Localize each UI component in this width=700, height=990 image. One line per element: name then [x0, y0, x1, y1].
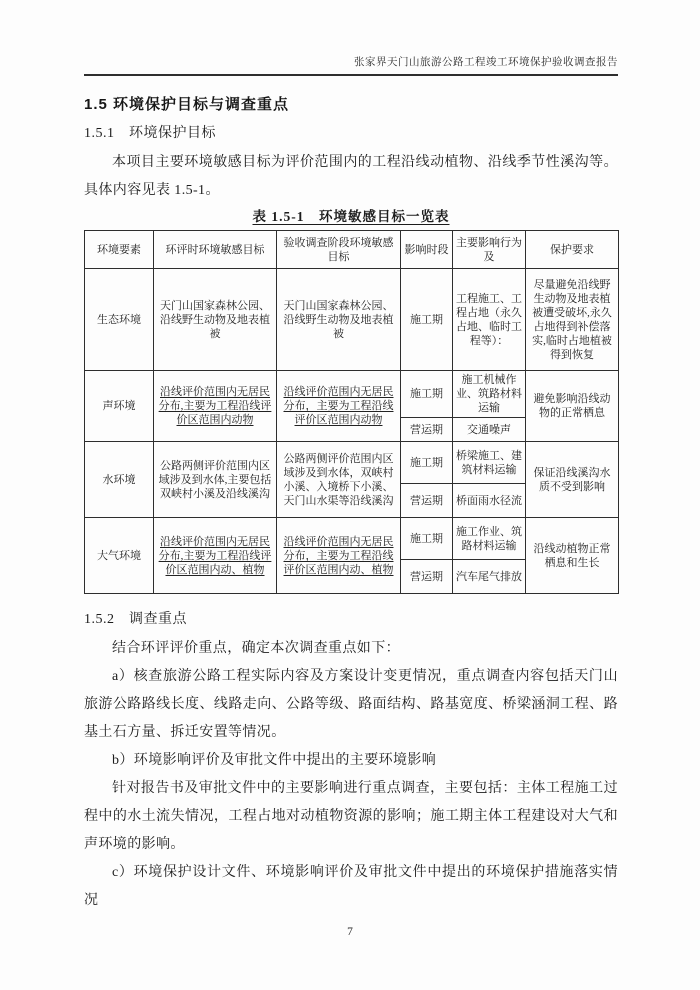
survey-focus-item-c: c）环境保护设计文件、环境影响评价及审批文件中提出的环境保护措施落实情况: [84, 865, 618, 908]
table-header-row: [85, 231, 619, 269]
cell-water-protection: 保证沿线溪沟水质不受到影响: [526, 442, 619, 518]
cell-water-period-operation: 营运期: [401, 484, 453, 518]
cell-noise-behavior-operation: 交通噪声: [453, 418, 526, 442]
cell-ecology-period: 施工期: [401, 269, 453, 371]
col-header-impact-period: 影响时段: [401, 231, 453, 269]
survey-focus-item-a: a）核查旅游公路工程实际内容及方案设计变更情况，重点调查内容包括天门山旅游公路路线长度、线路走向、公路等级、路面结构、路基宽度、桥梁涵洞工程、路基土石方量、拆迁安置等情况。: [84, 669, 618, 740]
cell-ecology-eia-target: 天门山国家森林公园、沿线野生动物及地表植被: [154, 269, 277, 371]
cell-water-acceptance-target: 公路两侧评价范围内区域涉及到水体，双峡村小溪、入境桥下小溪、天门山水渠等沿线溪沟: [277, 442, 401, 518]
col-header-impact-behavior: 主要影响行为及: [453, 231, 526, 269]
cell-noise-eia-target: 沿线评价范围内无居民分布,主要为工程沿线评价区范围内动物: [154, 371, 277, 442]
sensitive-targets-table: [84, 230, 619, 594]
cell-ecology-acceptance-target: 天门山国家森林公园、沿线野生动物及地表植被: [277, 269, 401, 371]
cell-air-eia-target: 沿线评价范围内无居民分布,主要为工程沿线评价区范围内动、植物: [154, 518, 277, 594]
section-1-5-2-intro: 结合环评评价重点，确定本次调查重点如下：: [112, 641, 400, 656]
col-header-environment-element: 环境要素: [85, 231, 154, 269]
cell-noise-behavior-construction: 施工机械作业、筑路材料运输: [453, 371, 526, 418]
cell-air-behavior-construction: 施工作业、筑路材料运输: [453, 518, 526, 560]
cell-ecology-protection: 尽量避免沿线野生动物及地表植被遭受破坏,永久占地得到补偿落实,临时占地植被得到恢复: [526, 269, 619, 371]
cell-ecology-element: 生态环境: [85, 269, 154, 371]
cell-air-element: 大气环境: [85, 518, 154, 594]
col-header-protection-requirement: 保护要求: [526, 231, 619, 269]
table-row-air-construction: [85, 518, 619, 560]
cell-air-protection: 沿线动植物正常栖息和生长: [526, 518, 619, 594]
running-header: 张家界天门山旅游公路工程竣工环境保护验收调查报告: [84, 56, 618, 76]
section-1-5-1-heading: 1.5.1 环境保护目标: [84, 126, 216, 141]
cell-ecology-behavior: 工程施工、工程占地（永久占地、临时工程等）：: [453, 269, 526, 371]
cell-water-element: 水环境: [85, 442, 154, 518]
cell-water-eia-target: 公路两侧评价范围内区域涉及到水体,主要包括双峡村小溪及沿线溪沟: [154, 442, 277, 518]
table-row-noise-construction: [85, 371, 619, 418]
cell-air-period-operation: 营运期: [401, 560, 453, 594]
cell-air-period-construction: 施工期: [401, 518, 453, 560]
section-1-5-2-heading: 1.5.2 调查重点: [84, 612, 187, 627]
table-row-ecology: [85, 269, 619, 371]
survey-focus-item-b-body: 针对报告书及审批文件中的主要影响进行重点调查，主要包括：主体工程施工过程中的水土流失情况，工程占地对动植物资源的影响；施工期主体工程建设对大气和声环境的影响。: [84, 781, 618, 852]
table-row-water-construction: [85, 442, 619, 484]
section-1-5-1-paragraph: 本项目主要环境敏感目标为评价范围内的工程沿线动植物、沿线季节性溪沟等。具体内容见表 1.5-1。: [84, 155, 618, 198]
cell-water-behavior-operation: 桥面雨水径流: [453, 484, 526, 518]
cell-noise-period-construction: 施工期: [401, 371, 453, 418]
survey-focus-item-b-heading: b）环境影响评价及审批文件中提出的主要环境影响: [112, 753, 437, 768]
cell-noise-acceptance-target: 沿线评价范围内无居民分布，主要为工程沿线评价区范围内动物: [277, 371, 401, 442]
table-caption: 表 1.5-1 环境敏感目标一览表: [252, 209, 450, 224]
col-header-acceptance-target: 验收调查阶段环境敏感目标: [277, 231, 401, 269]
cell-air-acceptance-target: 沿线评价范围内无居民分布，主要为工程沿线评价区范围内动、植物: [277, 518, 401, 594]
cell-noise-element: 声环境: [85, 371, 154, 442]
section-1-5-heading: 1.5 环境保护目标与调查重点: [84, 96, 290, 113]
page-footer: [0, 926, 700, 938]
cell-water-behavior-construction: 桥梁施工、建筑材料运输: [453, 442, 526, 484]
col-header-eia-target: 环评时环境敏感目标: [154, 231, 277, 269]
cell-noise-protection: 避免影响沿线动物的正常栖息: [526, 371, 619, 442]
cell-water-period-construction: 施工期: [401, 442, 453, 484]
page-number: 7: [347, 926, 353, 938]
cell-noise-period-operation: 营运期: [401, 418, 453, 442]
cell-air-behavior-operation: 汽车尾气排放: [453, 560, 526, 594]
